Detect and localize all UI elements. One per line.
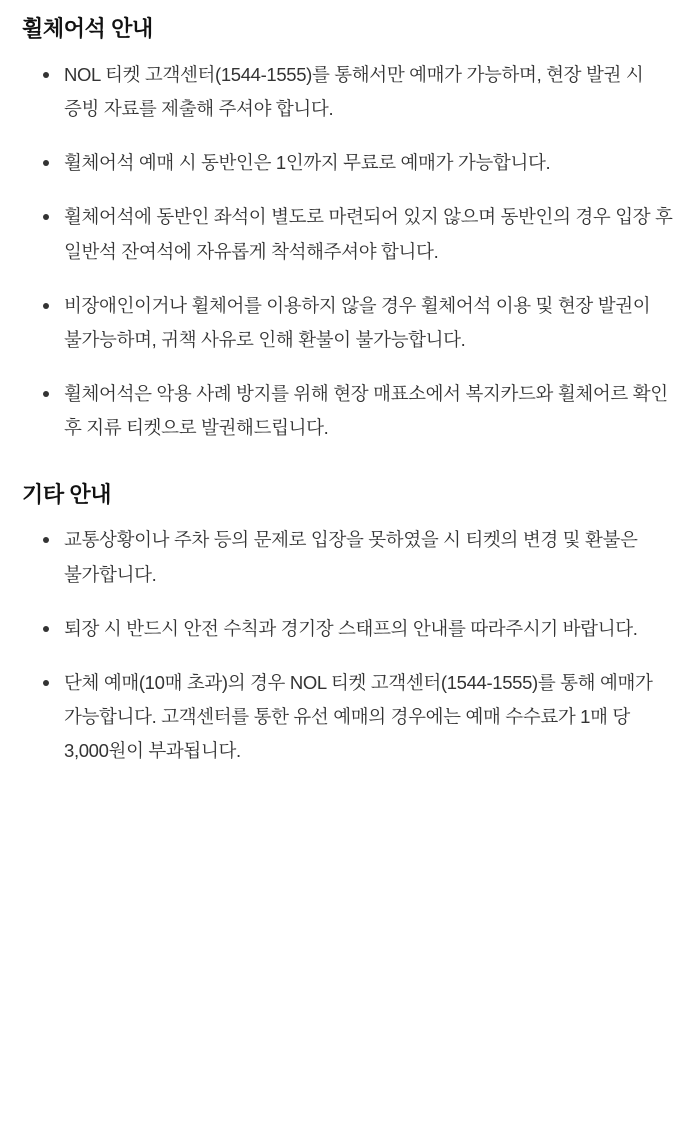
- notice-list: [22, 523, 678, 768]
- section-title: 기타 안내: [22, 481, 112, 507]
- section-wheelchair-seat-guide: [22, 14, 678, 446]
- bottom-spacer: [22, 775, 678, 787]
- list-item: 휠체어석은 악용 사례 방지를 위해 현장 매표소에서 복지카드와 휠체어르 확인 후 지류 티켓으로 발권해드립니다.: [22, 377, 678, 445]
- list-item: 휠체어석에 동반인 좌석이 별도로 마련되어 있지 않으며 동반인의 경우 입장 후 일반석 잔여석에 자유롭게 착석해주셔야 합니다.: [22, 200, 678, 268]
- section-title: 휠체어석 안내: [22, 16, 153, 41]
- list-item: NOL 티켓 고객센터(1544-1555)를 통해서만 예매가 가능하며, 현장 발권 시 증빙 자료를 제출해 주셔야 합니다.: [22, 58, 678, 126]
- list-item: 교통상황이나 주차 등의 문제로 입장을 못하였을 시 티켓의 변경 및 환불은 불가합니다.: [22, 523, 678, 591]
- list-item: 퇴장 시 반드시 안전 수칙과 경기장 스태프의 안내를 따라주시기 바랍니다.: [22, 612, 678, 646]
- list-item: 단체 예매(10매 초과)의 경우 NOL 티켓 고객센터(1544-1555)를 통해 예매가 가능합니다. 고객센터를 통한 유선 예매의 경우에는 예매 수수료가 1매 당 3,000원이 부과됩니다.: [22, 666, 678, 769]
- list-item: 휠체어석 예매 시 동반인은 1인까지 무료로 예매가 가능합니다.: [22, 146, 678, 180]
- section-other-guide: [22, 480, 678, 769]
- notice-list: [22, 58, 678, 446]
- list-item: 비장애인이거나 휠체어를 이용하지 않을 경우 휠체어석 이용 및 현장 발권이 불가능하며, 귀책 사유로 인해 환불이 불가능합니다.: [22, 289, 678, 357]
